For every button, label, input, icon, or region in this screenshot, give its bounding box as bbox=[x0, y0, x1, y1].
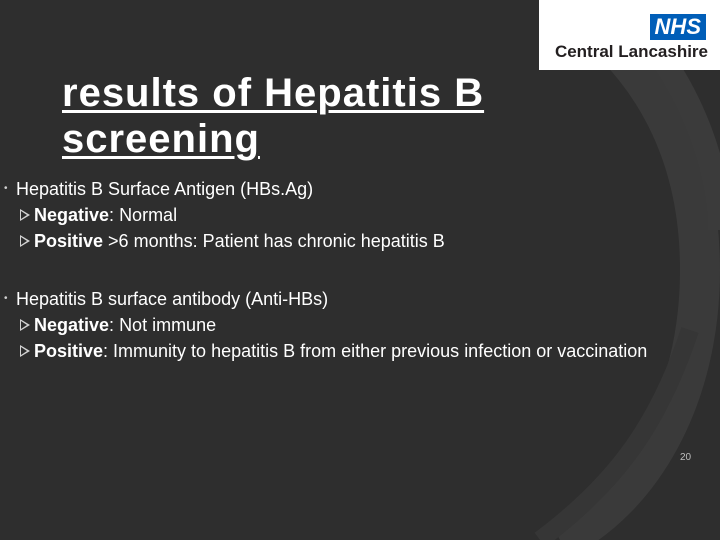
result-text: Immunity to hepatitis B from either previous infection or vaccination bbox=[113, 341, 648, 361]
sub-bullet bbox=[0, 338, 700, 364]
bullet-heading: Hepatitis B surface antibody (Anti-HBs) bbox=[16, 289, 329, 309]
slide-title: results of Hepatitis B screening bbox=[62, 71, 485, 161]
separator: : bbox=[103, 341, 114, 361]
result-text: >6 months: Patient has chronic hepatitis B bbox=[108, 231, 445, 251]
bullet-heading: Hepatitis B Surface Antigen (HBs.Ag) bbox=[16, 179, 314, 199]
result-label: Negative bbox=[34, 205, 110, 225]
result-label: Negative bbox=[34, 315, 110, 335]
nhs-region-name: Central Lancashire bbox=[554, 42, 708, 61]
result-label: Positive bbox=[34, 341, 104, 361]
result-text: Not immune bbox=[119, 315, 217, 335]
page-number: 20 bbox=[680, 452, 692, 463]
nhs-logo bbox=[539, 0, 720, 70]
sub-bullet bbox=[0, 228, 700, 254]
separator: : bbox=[109, 315, 120, 335]
result-text: Normal bbox=[119, 205, 178, 225]
bullet-dot-icon: • bbox=[4, 293, 8, 304]
sub-bullet bbox=[0, 202, 700, 228]
result-label: Positive bbox=[34, 231, 104, 251]
bullet-anti-hbs bbox=[0, 286, 700, 312]
separator: : bbox=[109, 205, 120, 225]
slide-body bbox=[0, 176, 700, 364]
sub-bullet bbox=[0, 312, 700, 338]
nhs-badge: NHS bbox=[650, 14, 706, 40]
bullet-dot-icon: • bbox=[4, 183, 8, 194]
bullet-hbsag bbox=[0, 176, 700, 202]
